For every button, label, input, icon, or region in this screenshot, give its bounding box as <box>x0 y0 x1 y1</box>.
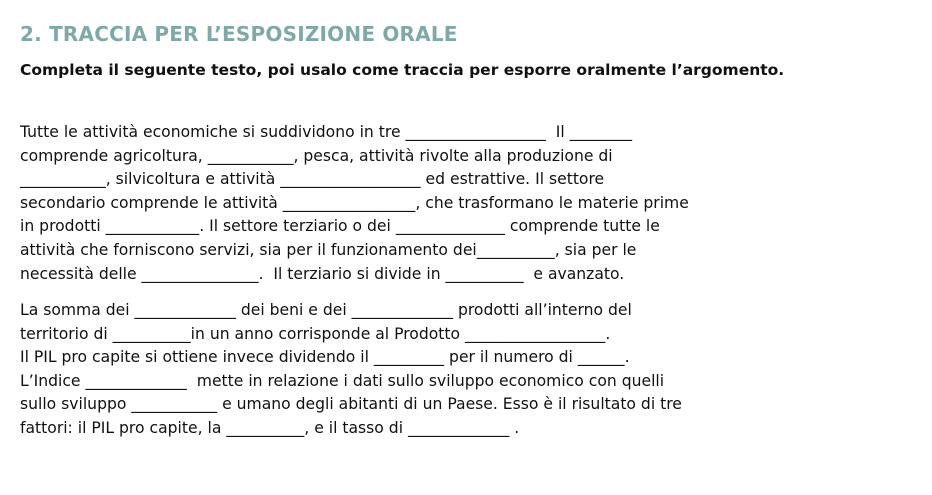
text-line: territorio di __________in un anno corrisponde al Prodotto __________________. <box>20 324 611 343</box>
text-line: Il PIL pro capite si ottiene invece dividendo il _________ per il numero di ______. <box>20 348 630 367</box>
text-line: sullo sviluppo ___________ e umano degli abitanti di un Paese. Esso è il risultato di tre <box>20 395 682 414</box>
text-line: comprende agricoltura, ___________, pesca, attività rivolte alla produzione di <box>20 146 613 165</box>
paragraph-1 <box>20 121 689 286</box>
text-line: ___________, silvicoltura e attività __________________ ed estrattive. Il settore <box>20 170 605 189</box>
text-line: in prodotti ____________. Il settore terziario o dei ______________ comprende tutte le <box>20 217 660 236</box>
text-line: attività che forniscono servizi, sia per il funzionamento dei__________, sia per le <box>20 240 637 259</box>
text-line: secondario comprende le attività _________________, che trasformano le materie prime <box>20 193 689 212</box>
paragraph-2 <box>20 299 682 441</box>
text-line: La somma dei _____________ dei beni e dei _____________ prodotti all’interno del <box>20 301 632 319</box>
section-title: 2. TRACCIA PER L’ESPOSIZIONE ORALE <box>20 22 458 46</box>
instruction-text: Completa il seguente testo, poi usalo come traccia per esporre oralmente l’argomento. <box>20 61 785 79</box>
text-line: fattori: il PIL pro capite, la __________, e il tasso di _____________ . <box>20 418 520 437</box>
text-line: Tutte le attività economiche si suddividono in tre __________________ Il ________ <box>20 123 633 141</box>
text-line: necessità delle _______________. Il terziario si divide in __________ e avanzato. <box>20 264 625 283</box>
text-line: L’Indice _____________ mette in relazione i dati sullo sviluppo economico con quelli <box>20 371 665 390</box>
